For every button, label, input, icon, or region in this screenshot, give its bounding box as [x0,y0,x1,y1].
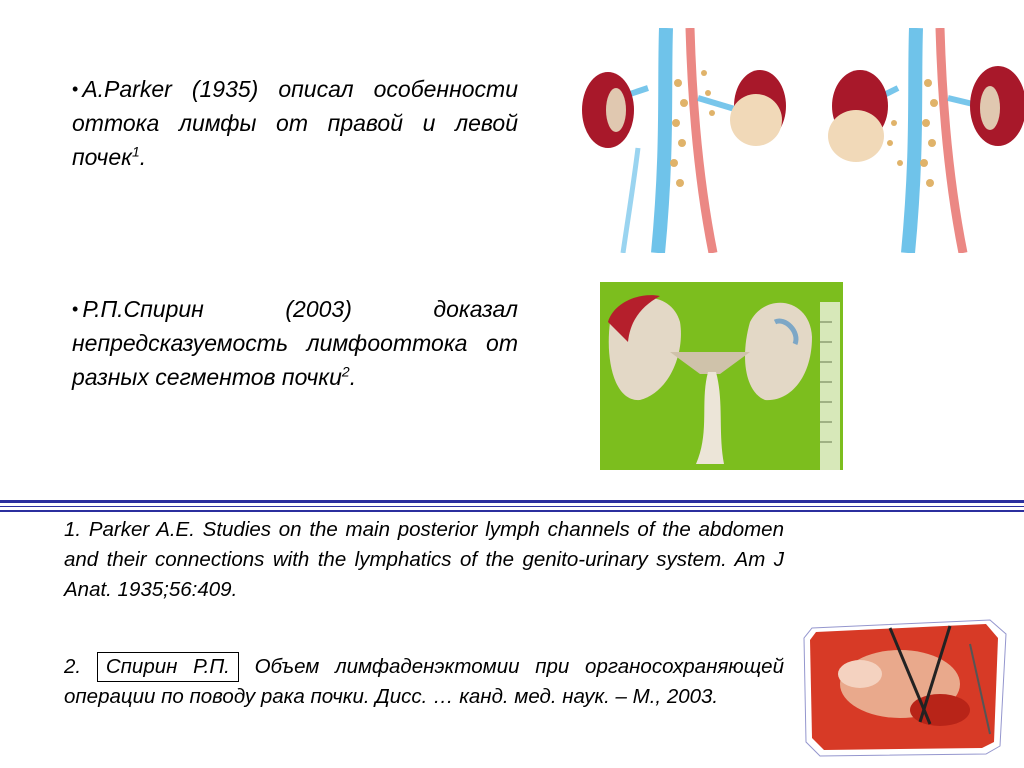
footnote-ref: 1 [131,143,140,160]
bullet-text: Р.П.Спирин (2003) доказал непредсказуемость лимфооттока от разных сегментов почки [72,296,518,390]
kidney-lymphatics-illustration [578,28,1024,253]
bullet-text: A.Parker (1935) описал особенности оттока лимфы от правой и левой почек [72,76,518,170]
bullet-marker: • [72,79,79,99]
bullet-parker [72,72,518,174]
illustration-left-panel [582,28,786,253]
illustration-right-panel [828,28,1024,253]
divider-line [0,510,1024,512]
reference-number: 2. [64,655,82,678]
reference-1 [64,515,784,605]
reference-2 [64,652,784,712]
reference-text: 1. Parker A.E. Studies on the main posterior lymph channels of the abdomen and their connections with the lymphatics of the genito-urinary system. Am J Anat. 1935;56:409. [64,518,784,601]
reference-text: Объем лимфаденэктомии при органосохраняющей операции по поводу рака почки. Дисс. … канд. мед. наук. – М., 2003. [64,655,784,708]
divider-line [0,506,1024,507]
divider-line [0,500,1024,503]
bullet-marker: • [72,299,79,319]
footnote-ref: 2 [341,363,350,380]
surgery-photo [800,614,1010,760]
bullet-end: . [139,144,147,170]
kidney-specimen-photo [600,282,843,470]
bullet-spirin [72,292,518,394]
bullet-end: . [349,364,357,390]
reference-author-box: Спирин Р.П. [97,652,239,682]
